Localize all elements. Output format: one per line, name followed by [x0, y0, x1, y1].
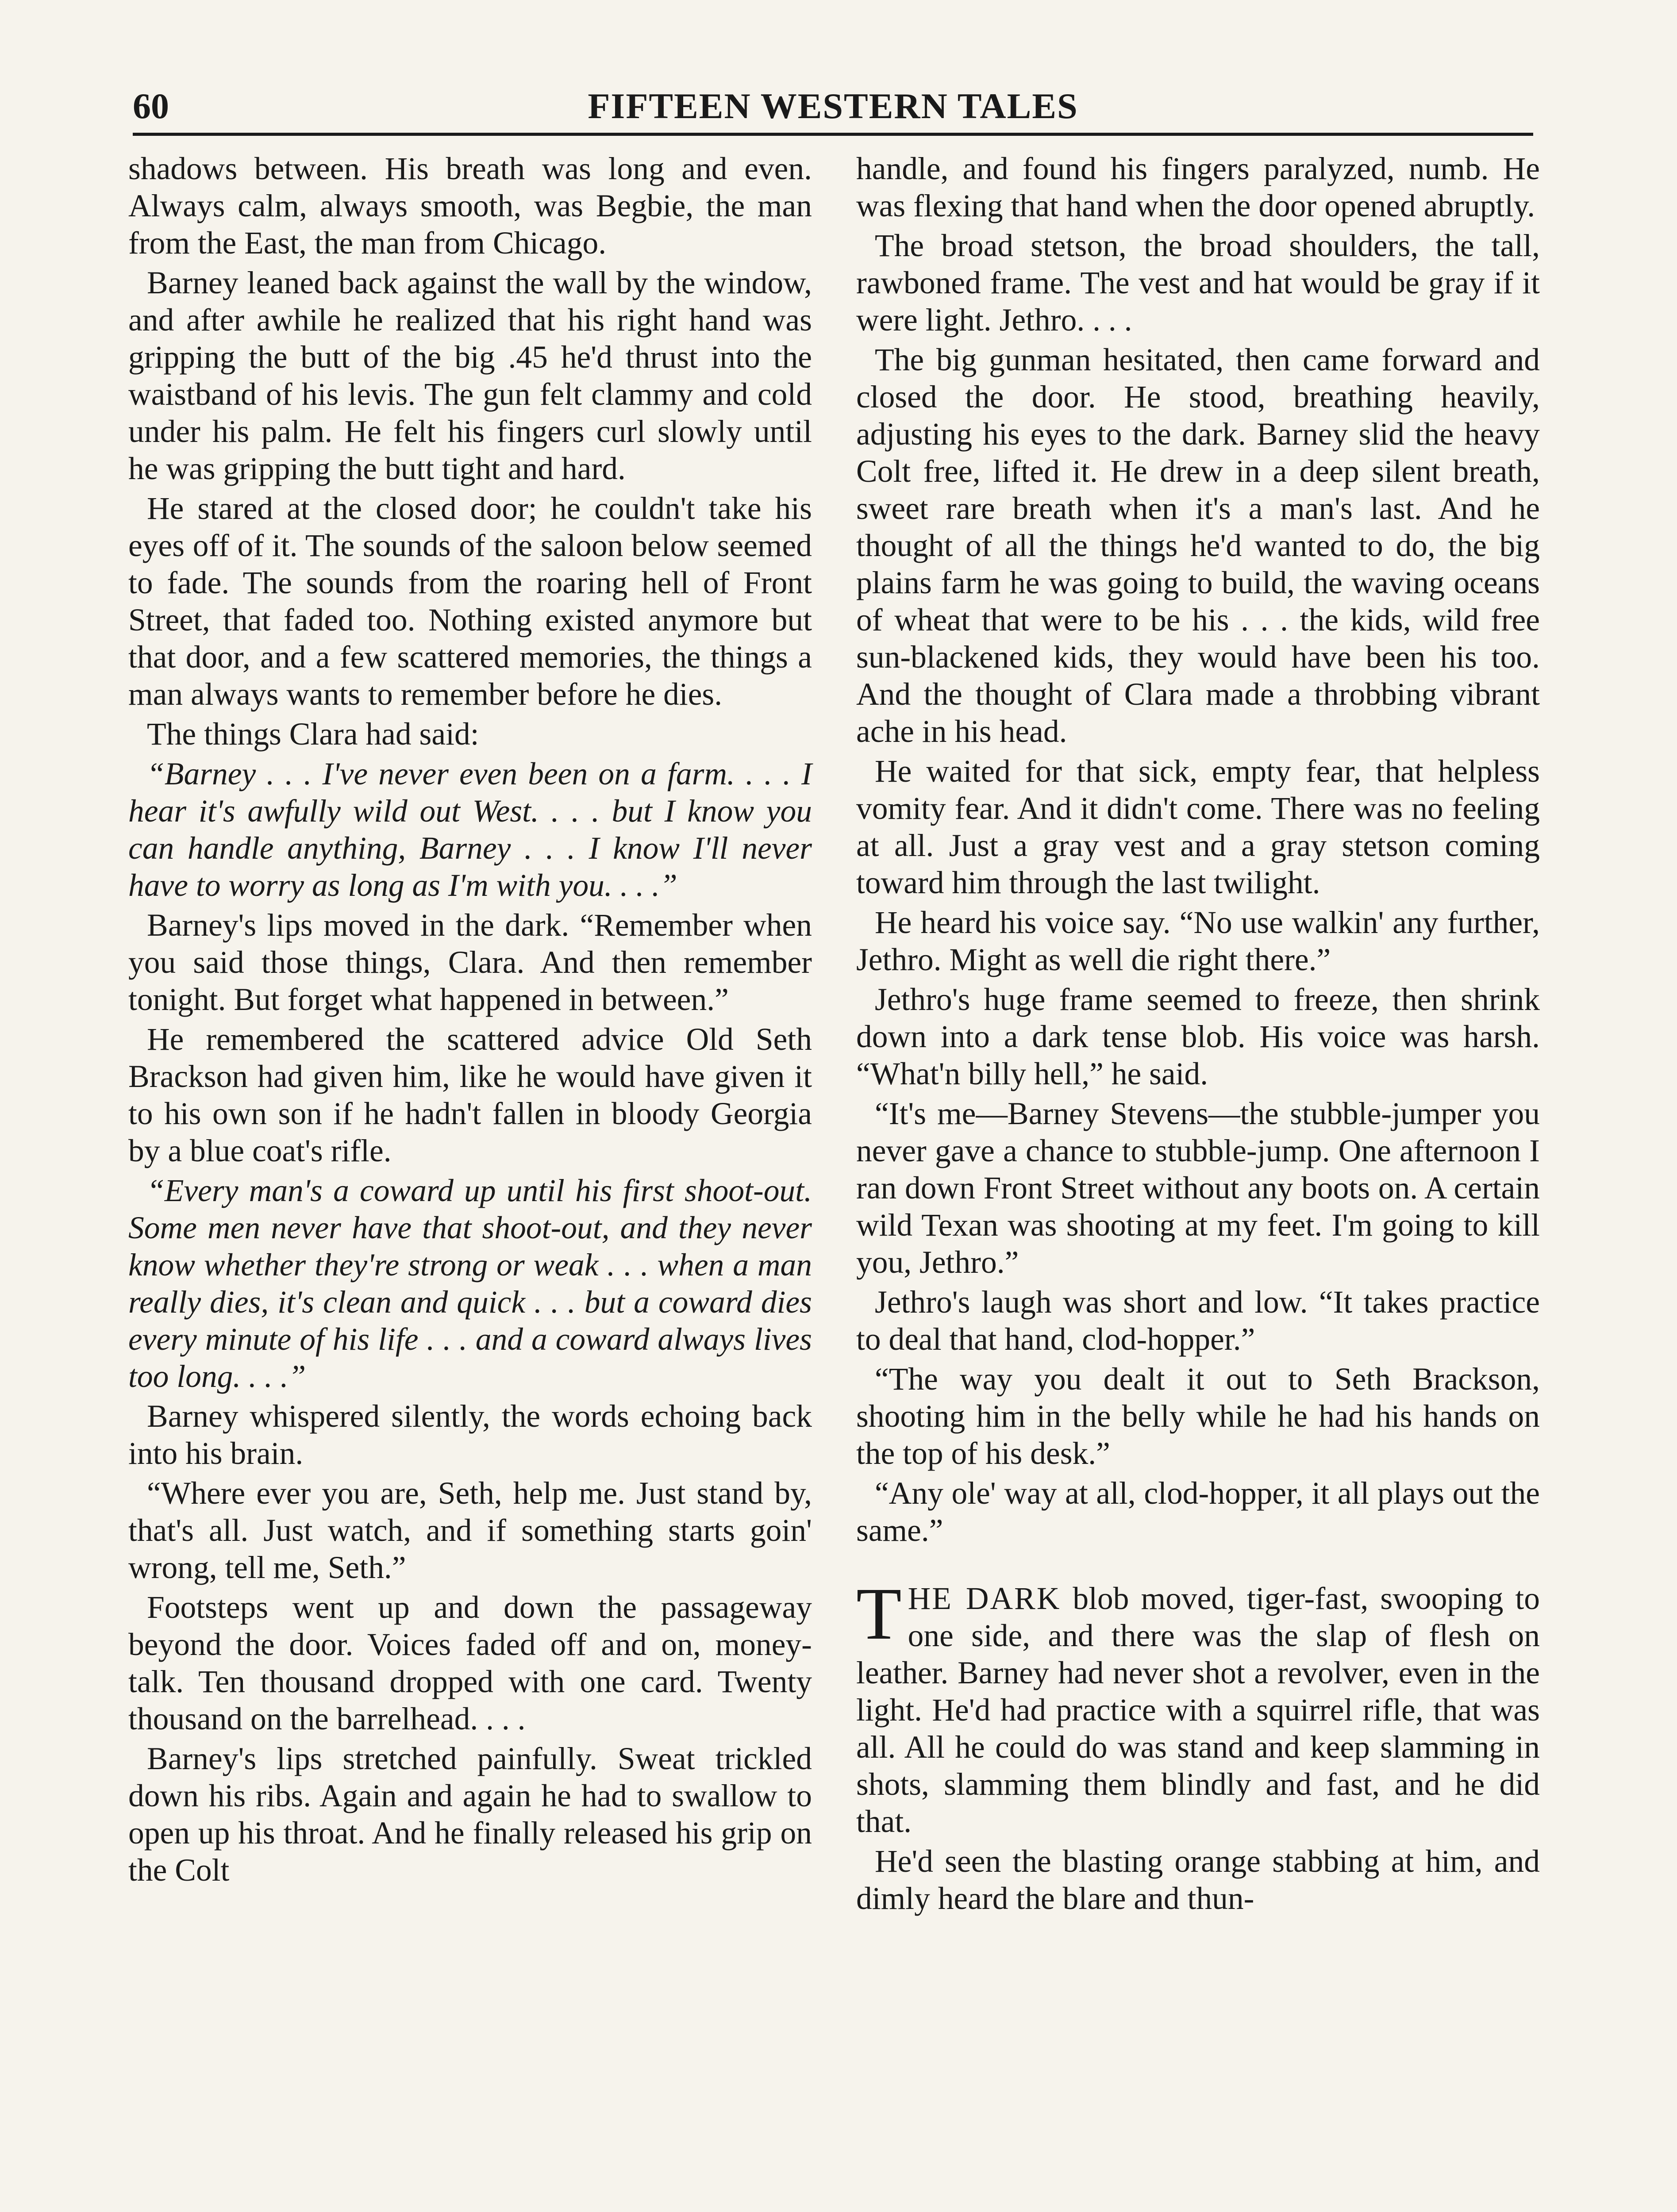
section-opening-words: HE DARK [908, 1581, 1061, 1616]
paragraph: The things Clara had said: [147, 717, 479, 752]
paragraph: “Barney . . . I've never even been on a farm. . . . I hear it's awfully wild out West. . . . but I know you can handle anything, Barney . . . I know I'll never have to worry as long as I'm with you. . . .” [128, 757, 812, 903]
paragraph: The big gunman hesitated, then came forward and closed the door. He stood, breathing heavily, adjusting his eyes to the dark. Barney slid the heavy Colt free, lifted it. He drew in a deep silent breath, sweet rare breath when it's a man's last. And he thought of all the things he'd wanted to do, the big plains farm he was going to build, the waving oceans of wheat that were to be his . . . the kids, wild free sun-blackened kids, they would have been his too. And the thought of Clara made a throbbing vibrant ache in his head. [856, 342, 1540, 749]
left-column [128, 150, 812, 1892]
paragraph: Jethro's laugh was short and low. “It takes practice to deal that hand, clod-hopper.” [856, 1285, 1540, 1357]
paragraph: He stared at the closed door; he couldn't take his eyes off of it. The sounds of the saloon below seemed to fade. The sounds from the roaring hell of Front Street, that faded too. Nothing existed anymore but that door, and a few scattered memories, the things a man always wants to remember before he dies. [128, 491, 812, 712]
drop-cap: T [856, 1573, 902, 1655]
paragraph: “The way you dealt it out to Seth Brackson, shooting him in the belly while he had his hands on the top of his desk.” [856, 1362, 1540, 1471]
paragraph: “Every man's a coward up until his first shoot-out. Some men never have that shoot-out, and they never know whether they're strong or weak . . . when a man really dies, it's clean and quick . . . but a coward dies every minute of his life . . . and a coward always lives too long. . . .” [128, 1173, 812, 1394]
paragraph: He waited for that sick, empty fear, that helpless vomity fear. And it didn't come. There was no feeling at all. Just a gray vest and a gray stetson coming toward him through the last twilight. [856, 754, 1540, 900]
paragraph: “Any ole' way at all, clod-hopper, it all plays out the same.” [856, 1476, 1540, 1548]
paragraph: Barney leaned back against the wall by the window, and after awhile he realized that his right hand was gripping the butt of the big .45 he'd thrust into the waistband of his levis. The gun felt clammy and cold under his palm. He felt his fingers curl slowly until he was gripping the butt tight and hard. [128, 265, 812, 486]
paragraph: Footsteps went up and down the passageway beyond the door. Voices faded off and on, money-talk. Ten thousand dropped with one card. Twenty thousand on the barrelhead. . . . [128, 1590, 812, 1736]
paragraph: Jethro's huge frame seemed to freeze, then shrink down into a dark tense blob. His voice was harsh. “What'n billy hell,” he said. [856, 982, 1540, 1091]
paragraph: “It's me—Barney Stevens—the stubble-jumper you never gave a chance to stubble-jump. One afternoon I ran down Front Street without any boots on. A certain wild Texan was shooting at my feet. I'm going to kill you, Jethro.” [856, 1096, 1540, 1280]
paragraph: He heard his voice say. “No use walkin' any further, Jethro. Might as well die right there.” [856, 905, 1540, 977]
right-column [856, 150, 1540, 1920]
paragraph: He'd seen the blasting orange stabbing at him, and dimly heard the blare and thun- [856, 1844, 1540, 1916]
paragraph: The broad stetson, the broad shoulders, the tall, rawboned frame. The vest and hat would be gray if it were light. Jethro. . . . [856, 228, 1540, 338]
paragraph: Barney's lips moved in the dark. “Remember when you said those things, Clara. And then remember tonight. But forget what happened in between.” [128, 908, 812, 1017]
paragraph: Barney's lips stretched painfully. Sweat trickled down his ribs. Again and again he had to swallow to open up his throat. And he finally released his grip on the Colt [128, 1741, 812, 1888]
paragraph: handle, and found his fingers paralyzed, numb. He was flexing that hand when the door opened abruptly. [856, 151, 1540, 223]
paragraph [856, 1573, 1540, 1840]
paragraph: He remembered the scattered advice Old Seth Brackson had given him, like he would have given it to his own son if he hadn't fallen in bloody Georgia by a blue coat's rifle. [128, 1022, 812, 1168]
paragraph: “Where ever you are, Seth, help me. Just stand by, that's all. Just watch, and if something starts goin' wrong, tell me, Seth.” [128, 1476, 812, 1585]
page-header [133, 84, 1533, 136]
paragraph: Barney whispered silently, the words echoing back into his brain. [128, 1399, 812, 1471]
paragraph: shadows between. His breath was long and even. Always calm, always smooth, was Begbie, the man from the East, the man from Chicago. [128, 151, 812, 261]
page-number: 60 [133, 86, 169, 126]
paragraph-text: blob moved, tiger-fast, swooping to one side, and there was the slap of flesh on leather. Barney had never shot a revolver, even in the light. He'd had practice with a squirrel rifle, that was all. All he could do was stand and keep slamming in shots, slamming them blindly and fast, and he did that. [856, 1581, 1540, 1839]
running-title: FIFTEEN WESTERN TALES [588, 86, 1078, 126]
